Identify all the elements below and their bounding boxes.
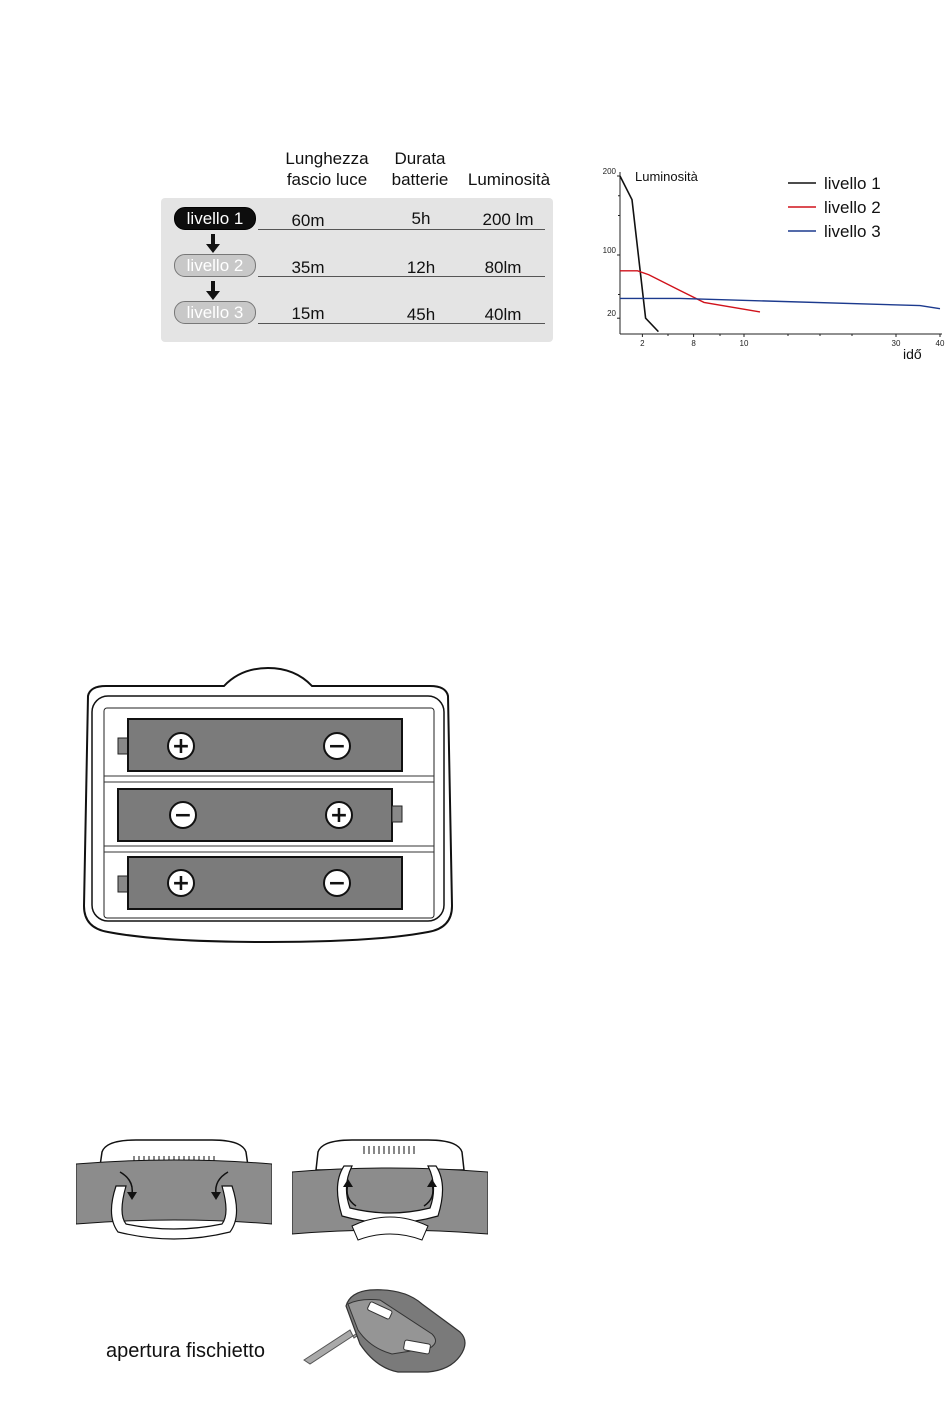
legend-label: livello 1 [824,174,881,193]
row1-duration: 5h [411,209,431,228]
headband-attach-step-1-illustration [76,1136,272,1248]
down-arrow-icon [206,281,220,301]
row1-length: 60m [291,211,325,230]
series-lines [620,176,940,332]
legend-label: livello 3 [824,222,881,241]
row2-brightness: 80lm [484,258,522,277]
row3-duration: 45h [406,305,436,324]
row1-brightness: 200 lm [482,210,534,229]
x-axis-label: idő [903,346,922,362]
down-arrow-icon [206,234,220,254]
level-1-pill: livello 1 [174,207,256,230]
x-tick-label: 10 [739,339,749,348]
x-tick-label: 2 [640,339,645,348]
battery-polarity-sign: + [171,734,191,759]
battery-cell [118,719,402,771]
level-3-pill: livello 3 [174,301,256,324]
row3-length: 15m [291,304,325,323]
chart-axes [620,172,942,334]
header-battery-duration-line2: batterie [391,170,449,189]
row2-duration: 12h [406,258,436,277]
x-ticks [640,334,945,348]
chart-legend [788,174,881,241]
battery-cell [118,789,402,841]
whistle-caption: apertura fischietto [106,1340,265,1362]
header-beam-length-line1: Lunghezza [285,149,369,168]
y-tick-label: 20 [607,309,616,319]
header-battery-duration [384,148,456,190]
chart-title: Luminosità [635,169,698,184]
level-2-pill: livello 2 [174,254,256,277]
battery-terminal [392,806,402,822]
legend-label: livello 2 [824,198,881,217]
row3-brightness: 40lm [484,305,522,324]
headband-attach-step-2-illustration [292,1136,488,1248]
series-line-3 [620,298,940,308]
x-tick-label: 40 [935,339,945,348]
header-beam-length [277,148,377,190]
battery-polarity-sign: − [173,803,193,828]
battery-cell [118,857,402,909]
y-tick-label: 100 [602,246,616,255]
battery-compartment-illustration [76,666,460,946]
row2-length: 35m [291,258,325,277]
battery-terminal [118,876,128,892]
battery-polarity-sign: + [171,871,191,896]
headband-strap [76,1160,272,1224]
series-line-1 [620,176,658,332]
header-brightness: Luminosità [467,170,551,189]
y-ticks [603,167,620,318]
brightness-chart [590,160,946,370]
x-tick-label: 8 [691,339,696,348]
header-battery-duration-line1: Durata [394,149,446,168]
header-beam-length-line2: fascio luce [286,170,368,189]
y-tick-label: 200 [602,167,616,176]
battery-polarity-sign: − [327,871,347,896]
x-tick-label: 30 [891,339,901,348]
lamp-housing [316,1140,464,1170]
whistle-buckle-illustration [300,1284,476,1380]
battery-polarity-sign: + [329,803,349,828]
battery-terminal [118,738,128,754]
battery-polarity-sign: − [327,734,347,759]
